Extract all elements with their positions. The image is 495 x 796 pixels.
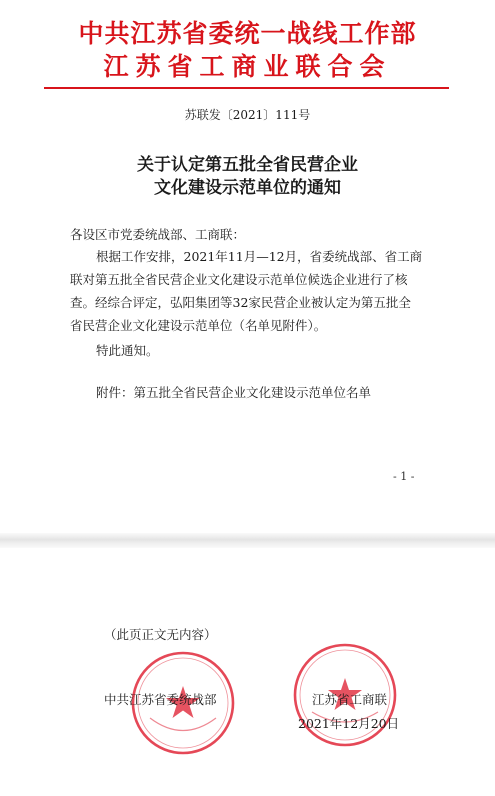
sender-federation: 江苏省工商联 (312, 692, 388, 707)
body-paragraph-line: 根据工作安排，2021年11月—12月，省委统战部、省工商 (96, 249, 423, 264)
body-paragraph-line: 省民营企业文化建设示范单位（名单见附件）。 (70, 318, 327, 333)
sender-united-front-dept: 中共江苏省委统战部 (104, 692, 217, 707)
issuer-header-line-2: 江苏省工商业联合会 (103, 52, 392, 81)
document-page-2 (0, 548, 495, 796)
notice-title-line-2: 文化建设示范单位的通知 (154, 178, 341, 198)
notice-title-line-1: 关于认定第五批全省民营企业 (137, 155, 358, 175)
salutation: 各设区市党委统战部、工商联： (70, 227, 246, 242)
closing-line: 特此通知。 (96, 343, 159, 358)
page-number: - 1 - (393, 470, 415, 483)
body-paragraph-line: 查。经综合评定，弘阳集团等32家民营企业被认定为第五批全 (70, 295, 411, 310)
no-content-note: （此页正文无内容） (104, 627, 217, 642)
issuer-header-line-1: 中共江苏省委统一战线工作部 (78, 19, 417, 48)
attachment-line: 附件：第五批全省民营企业文化建设示范单位名单 (96, 385, 372, 400)
body-paragraph-line: 联对第五批全省民营企业文化建设示范单位候选企业进行了核 (70, 272, 408, 287)
issue-date: 2021年12月20日 (298, 716, 400, 731)
page-separator (0, 533, 495, 548)
document-number: 苏联发〔2021〕111号 (184, 108, 311, 122)
header-red-rule (44, 87, 449, 89)
